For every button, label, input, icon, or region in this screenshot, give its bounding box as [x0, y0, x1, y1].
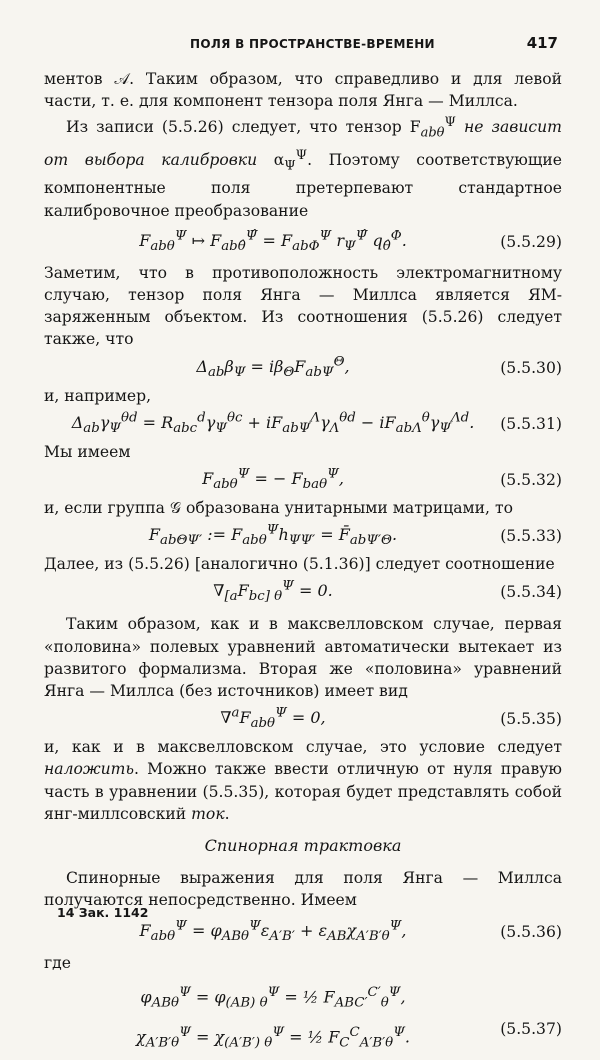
page-header — [0, 34, 600, 54]
equation-number: (5.5.35) — [500, 710, 562, 729]
paragraph-9: и, как и в максвелловском случае, это условие следует наложить. Можно также ввести отличную от нуля правую часть в уравнении (5.5.35), которая будет представлять собой янг-миллсовский ток. — [44, 738, 562, 823]
formula: $F_{ab\theta}^\Psi$ ↦ $F_{ab\thetâ}^{\Psî} = F_{ab\Phi}^\Psi$ $r_\Psi^{\Psî}$ $q_{\thetâ}^\Phi$. — [139, 228, 407, 254]
formula-line-1: $\varphi_{AB\theta}^\Psi = \varphi_{(AB) \theta}^\Psi$ = ½ $F_{ABC'}^{C'}_\theta^\Psi$, — [140, 984, 406, 1011]
equation-number: (5.5.31) — [500, 414, 562, 433]
paragraph-5: Мы имеем — [44, 442, 131, 461]
paragraph-3: Заметим, что в противоположность электромагнитному случаю, тензор поля Янга — Миллса является ЯМ-заряженным объектом. Из соотношения (5.5.26) следует также, что — [44, 263, 562, 349]
paragraph-4: и, например, — [44, 386, 152, 405]
equation-number: (5.5.32) — [500, 470, 562, 489]
equation-number: (5.5.36) — [500, 922, 562, 941]
equation-number: (5.5.30) — [500, 358, 562, 377]
paragraph-2: Из записи (5.5.26) следует, что тензор $F_{ab\theta}^\Psi$ не зависит от выбора калибровки $\alpha_\Psi^\Psi$. Поэтому соответствующие компонентные поля претерпевают стандартное калибровочное преобразование — [44, 115, 562, 220]
formula: $\Delta_{ab}\beta_\Psi = i\beta_\Theta F_{ab\Psi}^\Theta$, — [196, 354, 350, 380]
formula: $F_{ab\Theta\Psi'}$ := $F_{ab\theta}^\Psi h_{\Psi\Psi'}$ = $F̄_{ab\Psi'\Theta}$. — [148, 522, 398, 549]
formula: $F_{ab\theta}^\Psi = \varphi_{AB\theta}^\Psi\varepsilon_{A'B'} + \varepsilon_{AB}\chi_{A'B'\theta}^\Psi$, — [139, 918, 407, 944]
section-title: Спинорная трактовка — [204, 836, 402, 856]
formula: $F_{ab\theta}^\Psi$ = − $F_{ba\theta}^\Psi$, — [202, 466, 344, 493]
paragraph-10: Спинорные выражения для поля Янга — Миллса получаются непосредственно. Имеем — [44, 869, 562, 910]
formula: $\Delta_{ab}\gamma_\Psi^{\theta d} = R_{abc}^d\gamma_\Psi^{\theta c} + iF_{ab\Psi}^\Lambda\gamma_\Lambda^{\theta d} - iF_{ab\Lambda}^\theta\gamma_\Psi^{\Lambda d}$. — [71, 410, 475, 436]
equation-5-5-29 — [44, 223, 562, 261]
printer-signature: 14 Зак. 1142 — [57, 905, 149, 920]
equation-5-5-30 — [44, 352, 562, 384]
paragraph-8: Таким образом, как и в максвелловском случае, первая «половина» полевых уравнений автоматически вытекает из развитого формализма. Вторая же «половина» уравнений Янга — Миллса (без источников) имеет вид — [44, 615, 562, 701]
equation-5-5-34 — [44, 576, 562, 608]
equation-number: (5.5.34) — [500, 583, 562, 602]
formula-line-2: $\chi_{A'B'\theta}^\Psi = \chi_{(A'B') \theta}^\Psi$ = ½ $F_C^C_{A'B'\theta}^\Psi$. — [135, 1024, 410, 1051]
paragraph-1: ментов 𝒜. Таким образом, что справедливо и для левой части, т. е. для компонент тензора поля Янга — Миллса. — [44, 70, 562, 111]
equation-number: (5.5.29) — [500, 232, 562, 251]
equation-5-5-37 — [44, 976, 562, 1060]
paragraph-7: Далее, из (5.5.26) [аналогично (5.1.36)] следует соотношение — [44, 555, 555, 574]
formula: $\nabla_{[a}F_{bc] \theta}^\Psi = 0$. — [213, 579, 333, 605]
equation-5-5-32 — [44, 464, 562, 496]
equation-number: (5.5.37) — [500, 1019, 562, 1038]
equation-5-5-33 — [44, 520, 562, 552]
formula: $\nabla^aF_{ab\theta}^\Psi = 0$, — [220, 705, 326, 732]
equation-number: (5.5.33) — [500, 527, 562, 546]
paragraph-6: и, если группа 𝒢 образована унитарными матрицами, то — [44, 499, 513, 518]
equation-5-5-31 — [44, 408, 562, 440]
paragraph-11: где — [44, 953, 71, 972]
running-head: ПОЛЯ В ПРОСТРАНСТВЕ-ВРЕМЕНИ — [190, 37, 435, 51]
page-number: 417 — [526, 34, 558, 52]
equation-5-5-35 — [44, 703, 562, 735]
